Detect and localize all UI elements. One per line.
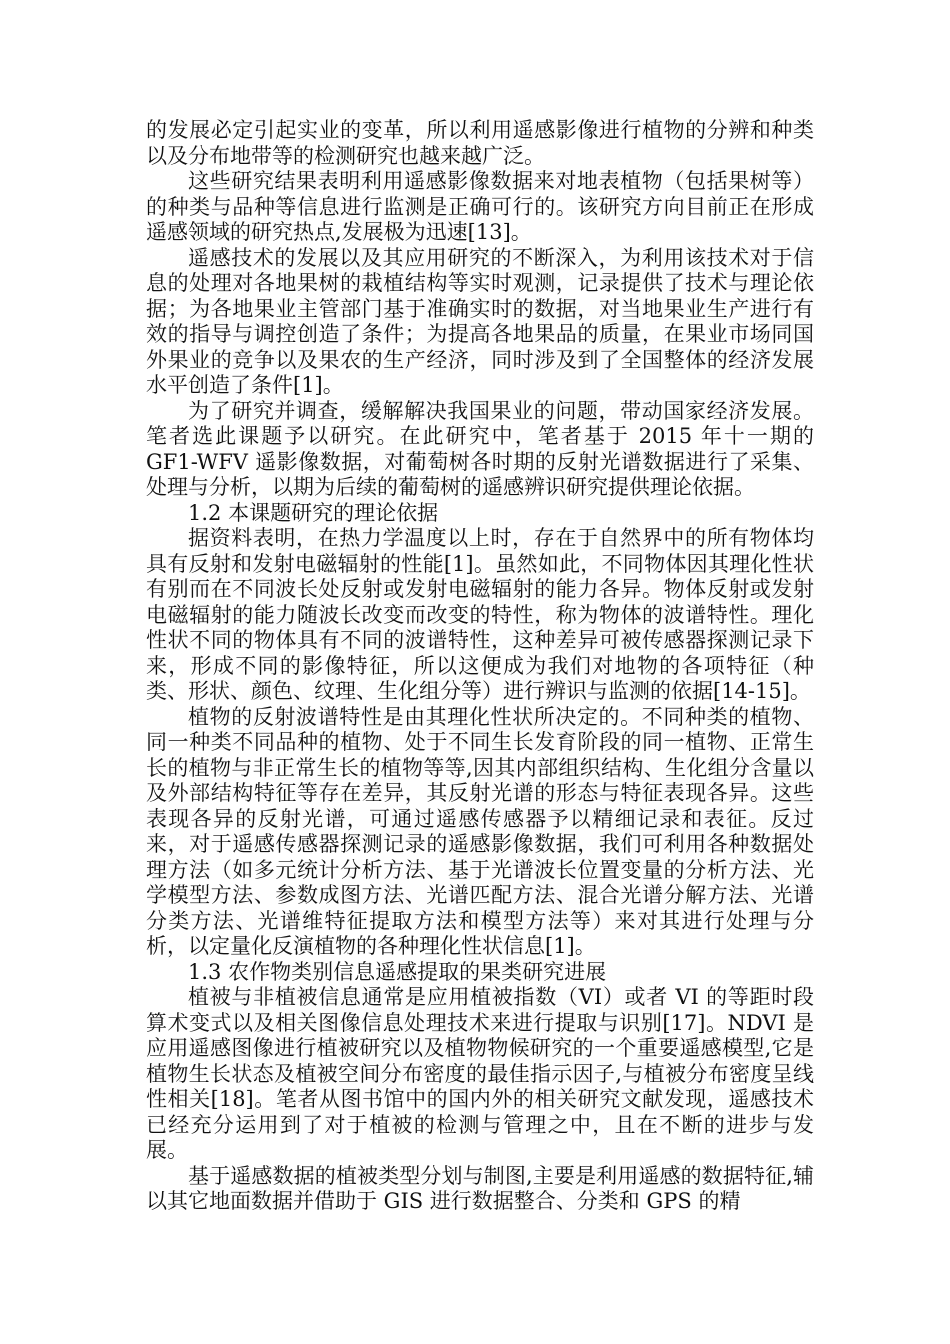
paragraph-theory-basis: 据资料表明，在热力学温度以上时，存在于自然界中的所有物体均具有反射和发射电磁辐射的性能[1]。虽然如此，不同物体因其理化性状有别而在不同波长处反射或发射电磁辐射的能力各异。物体反射或发射电磁辐射的能力随波长改变而改变的特性，称为物体的波谱特性。理化性状不同的物体具有不同的波谱特性，这种差异可被传感器探测记录下来，形成不同的影像特征，所以这便成为我们对地物的各项特征（种类、形状、颜色、纹理、生化组分等）进行辨识与监测的依据[14-15]。 <box>146 526 814 703</box>
paragraph-vegetation-mapping: 基于遥感数据的植被类型分划与制图,主要是利用遥感的数据特征,辅以其它地面数据并借助于 GIS 进行数据整合、分类和 GPS 的精 <box>146 1163 814 1213</box>
paragraph-continuation: 的发展必定引起实业的变革，所以利用遥感影像进行植物的分辨和种类以及分布地带等的检测研究也越来越广泛。 <box>146 118 814 168</box>
section-heading-1-2: 1.2 本课题研究的理论依据 <box>188 500 439 525</box>
document-body <box>146 118 814 1215</box>
paragraph-plant-spectra: 植物的反射波谱特性是由其理化性状所决定的。不同种类的植物、同一种类不同品种的植物、处于不同生长发育阶段的同一植物、正常生长的植物与非正常生长的植物等等,因其内部组织结构、生化组分含量以及外部结构特征等存在差异，其反射光谱的形态与特征表现各异。这些表现各异的反射光谱，可通过遥感传感器予以精细记录和表征。反过来，对于遥感传感器探测记录的遥感影像数据，我们可利用各种数据处理方法（如多元统计分析方法、基于光谱波长位置变量的分析方法、光学模型方法、参数成图方法、光谱匹配方法、混合光谱分解方法、光谱分类方法、光谱维特征提取方法和模型方法等）来对其进行处理与分析，以定量化反演植物的各种理化性状信息[1]。 <box>146 704 814 958</box>
section-heading-1-3: 1.3 农作物类别信息遥感提取的果类研究进展 <box>188 959 607 984</box>
paragraph-research-results: 这些研究结果表明利用遥感影像数据来对地表植物（包括果树等）的种类与品种等信息进行监测是正确可行的。该研究方向目前正在形成遥感领域的研究热点,发展极为迅速[13]。 <box>146 169 814 244</box>
paragraph-remote-sensing-development: 遥感技术的发展以及其应用研究的不断深入，为利用该技术对于信息的处理对各地果树的栽植结构等实时观测，记录提供了技术与理论依据；为各地果业主管部门基于准确实时的数据，对当地果业生产进行有效的指导与调控创造了条件；为提高各地果品的质量，在果业市场同国外果业的竞争以及果农的生产经济，同时涉及到了全国整体的经济发展水平创造了条件[1]。 <box>146 245 814 397</box>
paragraph-vegetation-index: 植被与非植被信息通常是应用植被指数（VI）或者 VI 的等距时段算术变式以及相关图像信息处理技术来进行提取与识别[17]。NDVI 是应用遥感图像进行植被研究以及植物物候研究的一个重要遥感模型,它是植物生长状态及植被空间分布密度的最佳指示因子,与植被分布密度呈线性相关[18]。笔者从图书馆中的国内外的相关研究文献发现，遥感技术已经充分运用到了对于植被的检测与管理之中，且在不断的进步与发展。 <box>146 985 814 1162</box>
paragraph-research-purpose: 为了研究并调查，缓解解决我国果业的问题，带动国家经济发展。笔者选此课题予以研究。在此研究中，笔者基于 2015 年十一期的 GF1-WFV 遥影像数据，对葡萄树各时期的反射光谱数据进行了采集、处理与分析，以期为后续的葡萄树的遥感辨识研究提供理论依据。 <box>146 398 814 499</box>
